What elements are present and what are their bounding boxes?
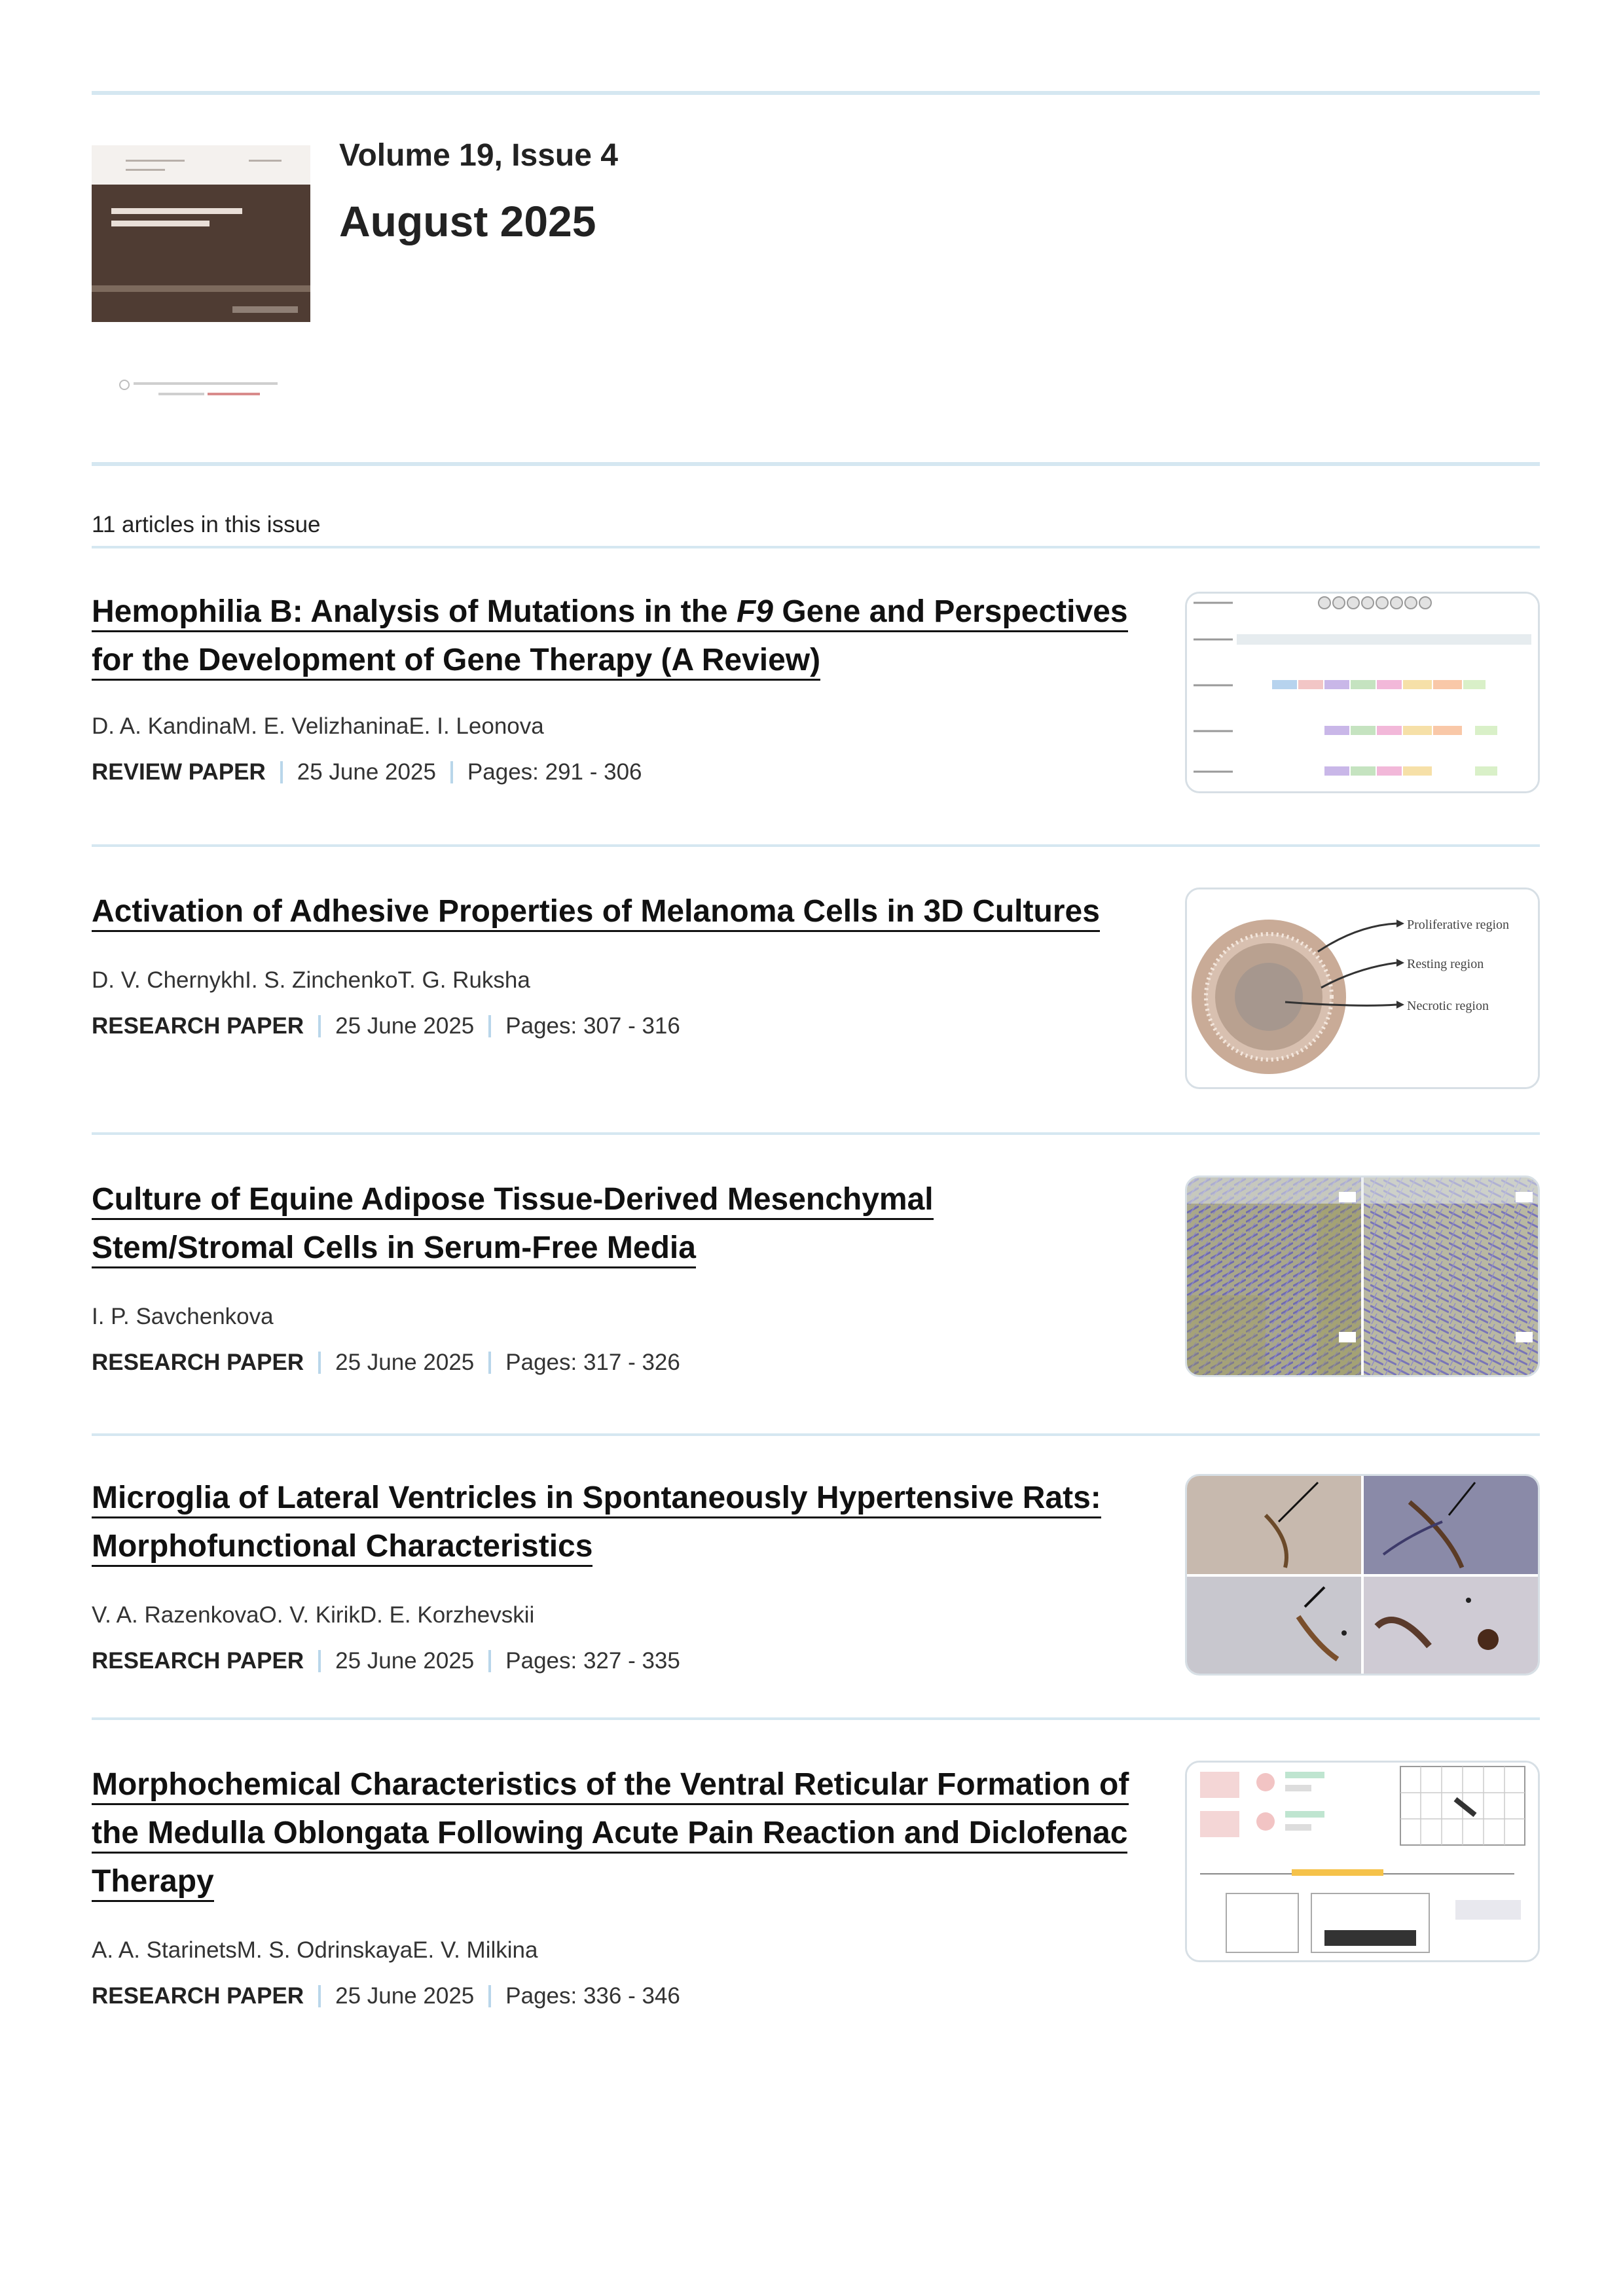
meta-separator: [488, 1352, 491, 1374]
article-meta: [92, 1983, 680, 2009]
article-title[interactable]: Morphochemical Characteristics of the Ventral Reticular Formation of the Medulla Oblongata Following Acute Pain Reaction and Diclofenac Therapy: [92, 1761, 1152, 1906]
meta-separator: [280, 761, 283, 783]
article-title[interactable]: Culture of Equine Adipose Tissue-Derived Mesenchymal Stem/Stromal Cells in Serum-Free Media: [92, 1175, 1008, 1272]
article-title[interactable]: Activation of Adhesive Properties of Melanoma Cells in 3D Cultures: [92, 888, 1152, 936]
article-divider: [92, 1433, 1540, 1436]
article-thumbnail-cell-culture-micrographs[interactable]: [1185, 1175, 1540, 1377]
cover-header-band: [92, 145, 310, 185]
article-divider: [92, 1717, 1540, 1720]
page-range: Pages: 327 - 335: [505, 1648, 680, 1674]
resting-label: Resting region: [1407, 957, 1484, 971]
meta-separator: [318, 1352, 321, 1374]
article-thumbnail-microglia-micrographs[interactable]: [1185, 1474, 1540, 1676]
article-title[interactable]: Microglia of Lateral Ventricles in Spontaneously Hypertensive Rats: Morphofunctional Characteristics: [92, 1474, 1152, 1571]
meta-separator: [488, 1985, 491, 2007]
article-type: REVIEW PAPER: [92, 759, 266, 785]
gene-name: F9: [736, 594, 773, 629]
meta-separator: [318, 1985, 321, 2007]
cover-footer: [232, 306, 298, 313]
article-thumbnail-experiment-scheme[interactable]: [1185, 1761, 1540, 1962]
article-meta: [92, 1013, 680, 1039]
article-count: 11 articles in this issue: [92, 512, 321, 537]
necrotic-label: Necrotic region: [1407, 999, 1489, 1013]
article-meta: [92, 759, 642, 785]
top-divider: [92, 91, 1540, 95]
page-range: Pages: 291 - 306: [467, 759, 642, 785]
meta-separator: [450, 761, 453, 783]
publication-date: 25 June 2025: [297, 759, 436, 785]
article-authors: D. V. ChernykhI. S. ZinchenkoT. G. Ruksha: [92, 967, 530, 993]
article-divider: [92, 844, 1540, 847]
article-meta: [92, 1648, 680, 1674]
volume-issue: Volume 19, Issue 4: [339, 138, 618, 173]
article-meta: [92, 1350, 680, 1376]
page-range: Pages: 336 - 346: [505, 1983, 680, 2009]
article-type: RESEARCH PAPER: [92, 1350, 304, 1375]
article-title[interactable]: Hemophilia B: Analysis of Mutations in the F9 Gene and Perspectives for the Development of Gene Therapy (A Review): [92, 588, 1152, 685]
article-authors: A. A. StarinetsM. S. OdrinskayaE. V. Milkina: [92, 1937, 538, 1963]
publisher-logo: [119, 374, 283, 401]
meta-separator: [488, 1015, 491, 1037]
proliferative-label: Proliferative region: [1407, 918, 1510, 932]
publication-date: 25 June 2025: [335, 1648, 475, 1674]
article-authors: I. P. Savchenkova: [92, 1304, 274, 1329]
article-type: RESEARCH PAPER: [92, 1013, 304, 1039]
issue-date: August 2025: [339, 197, 596, 245]
count-divider: [92, 546, 1540, 548]
article-thumbnail-spheroid-diagram[interactable]: [1185, 888, 1540, 1089]
publication-date: 25 June 2025: [335, 1350, 475, 1375]
publication-date: 25 June 2025: [335, 1983, 475, 2009]
page-range: Pages: 307 - 316: [505, 1013, 680, 1039]
meta-separator: [318, 1650, 321, 1672]
article-thumbnail-gene-diagram[interactable]: [1185, 592, 1540, 793]
header-divider: [92, 462, 1540, 466]
cover-title-lines: [111, 208, 255, 233]
meta-separator: [488, 1650, 491, 1672]
article-authors: D. A. KandinaM. E. VelizhaninaE. I. Leonova: [92, 713, 544, 739]
article-type: RESEARCH PAPER: [92, 1983, 304, 2009]
publication-date: 25 June 2025: [335, 1013, 475, 1039]
meta-separator: [318, 1015, 321, 1037]
page-range: Pages: 317 - 326: [505, 1350, 680, 1375]
article-authors: V. A. RazenkovaO. V. KirikD. E. Korzhevskii: [92, 1602, 535, 1628]
article-divider: [92, 1132, 1540, 1135]
cover-strip: [92, 285, 310, 292]
article-type: RESEARCH PAPER: [92, 1648, 304, 1674]
